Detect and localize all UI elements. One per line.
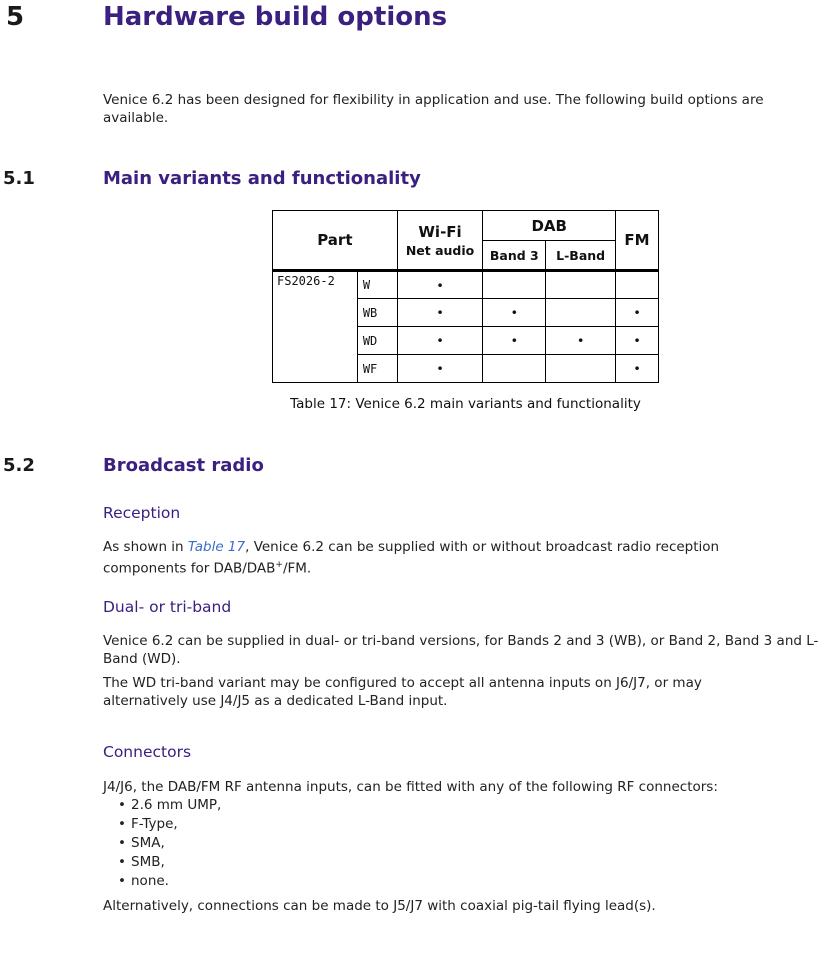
header-wifi bbox=[397, 211, 483, 271]
fm-cell: • bbox=[616, 327, 659, 355]
reception-heading: Reception bbox=[103, 504, 181, 522]
reception-paragraph bbox=[103, 538, 828, 578]
subsection-number-5-2: 5.2 bbox=[3, 455, 35, 476]
band3-cell: • bbox=[483, 327, 546, 355]
connector-item: 2.6 mm UMP, bbox=[131, 797, 222, 813]
header-wifi-label: Wi-Fi bbox=[418, 222, 462, 241]
wifi-cell: • bbox=[397, 299, 483, 327]
reception-line2-pre: components for DAB/DAB bbox=[103, 560, 276, 577]
reception-text-pre: As shown in bbox=[103, 539, 188, 555]
connectors-heading: Connectors bbox=[103, 743, 192, 761]
header-dab: DAB bbox=[483, 211, 616, 241]
variants-table bbox=[272, 210, 659, 383]
lband-cell bbox=[546, 271, 616, 299]
dual-band-heading: Dual- or tri-band bbox=[103, 598, 232, 616]
bullet-icon: • bbox=[118, 873, 126, 889]
bullet-icon: • bbox=[118, 797, 126, 813]
connector-list bbox=[116, 796, 416, 891]
list-item bbox=[116, 815, 416, 834]
dual-band-paragraph-2: The WD tri-band variant may be configured to accept all antenna inputs on J6/J7, or may alternatively use J4/J5 as a dedicated L-Band input. bbox=[103, 675, 702, 709]
bullet-icon: • bbox=[118, 854, 126, 870]
wifi-cell: • bbox=[397, 271, 483, 299]
bullet-icon: • bbox=[118, 835, 126, 851]
variant-code: W bbox=[357, 271, 397, 299]
fm-cell: • bbox=[616, 355, 659, 383]
variant-code: WF bbox=[357, 355, 397, 383]
header-band3: Band 3 bbox=[483, 241, 546, 271]
connectors-outro: Alternatively, connections can be made to J5/J7 with coaxial pig-tail flying lead(s). bbox=[103, 898, 656, 914]
reception-superscript: + bbox=[275, 560, 283, 570]
part-code: FS2026-2 bbox=[273, 271, 358, 383]
dual-band-paragraph-1: Venice 6.2 can be supplied in dual- or tri-band versions, for Bands 2 and 3 (WB), or Band 2, Band 3 and L-Band (WD). bbox=[103, 633, 819, 667]
list-item bbox=[116, 872, 416, 891]
connector-item: SMB, bbox=[131, 854, 165, 870]
bullet-icon: • bbox=[118, 816, 126, 832]
fm-cell bbox=[616, 271, 659, 299]
subsection-number-5-1: 5.1 bbox=[3, 168, 35, 189]
header-part: Part bbox=[273, 211, 398, 271]
section-number: 5 bbox=[6, 2, 25, 32]
header-fm: FM bbox=[616, 211, 659, 271]
section-title: Hardware build options bbox=[103, 2, 448, 32]
subsection-title-5-1: Main variants and functionality bbox=[103, 168, 421, 189]
table-17-link[interactable]: Table 17 bbox=[187, 539, 246, 555]
table-row bbox=[273, 271, 659, 299]
lband-cell: • bbox=[546, 327, 616, 355]
section-intro: Venice 6.2 has been designed for flexibility in application and use. The following build options are available. bbox=[103, 92, 764, 126]
list-item bbox=[116, 853, 416, 872]
list-item bbox=[116, 796, 416, 815]
connector-item: SMA, bbox=[131, 835, 165, 851]
wifi-cell: • bbox=[397, 327, 483, 355]
lband-cell bbox=[546, 299, 616, 327]
connector-item: none. bbox=[131, 873, 169, 889]
reception-text-post: , Venice 6.2 can be supplied with or without broadcast radio reception bbox=[245, 539, 720, 555]
wifi-cell: • bbox=[397, 355, 483, 383]
variant-code: WB bbox=[357, 299, 397, 327]
table-caption: Table 17: Venice 6.2 main variants and functionality bbox=[290, 396, 641, 412]
band3-cell: • bbox=[483, 299, 546, 327]
connector-item: F-Type, bbox=[131, 816, 178, 832]
connectors-intro: J4/J6, the DAB/FM RF antenna inputs, can be fitted with any of the following RF connectors: bbox=[103, 779, 718, 795]
fm-cell: • bbox=[616, 299, 659, 327]
subsection-title-5-2: Broadcast radio bbox=[103, 455, 264, 476]
lband-cell bbox=[546, 355, 616, 383]
header-lband: L-Band bbox=[546, 241, 616, 271]
list-item bbox=[116, 834, 416, 853]
reception-line2-post: /FM. bbox=[282, 560, 312, 577]
band3-cell bbox=[483, 271, 546, 299]
variant-code: WD bbox=[357, 327, 397, 355]
header-wifi-sub: Net audio bbox=[405, 242, 475, 258]
band3-cell bbox=[483, 355, 546, 383]
